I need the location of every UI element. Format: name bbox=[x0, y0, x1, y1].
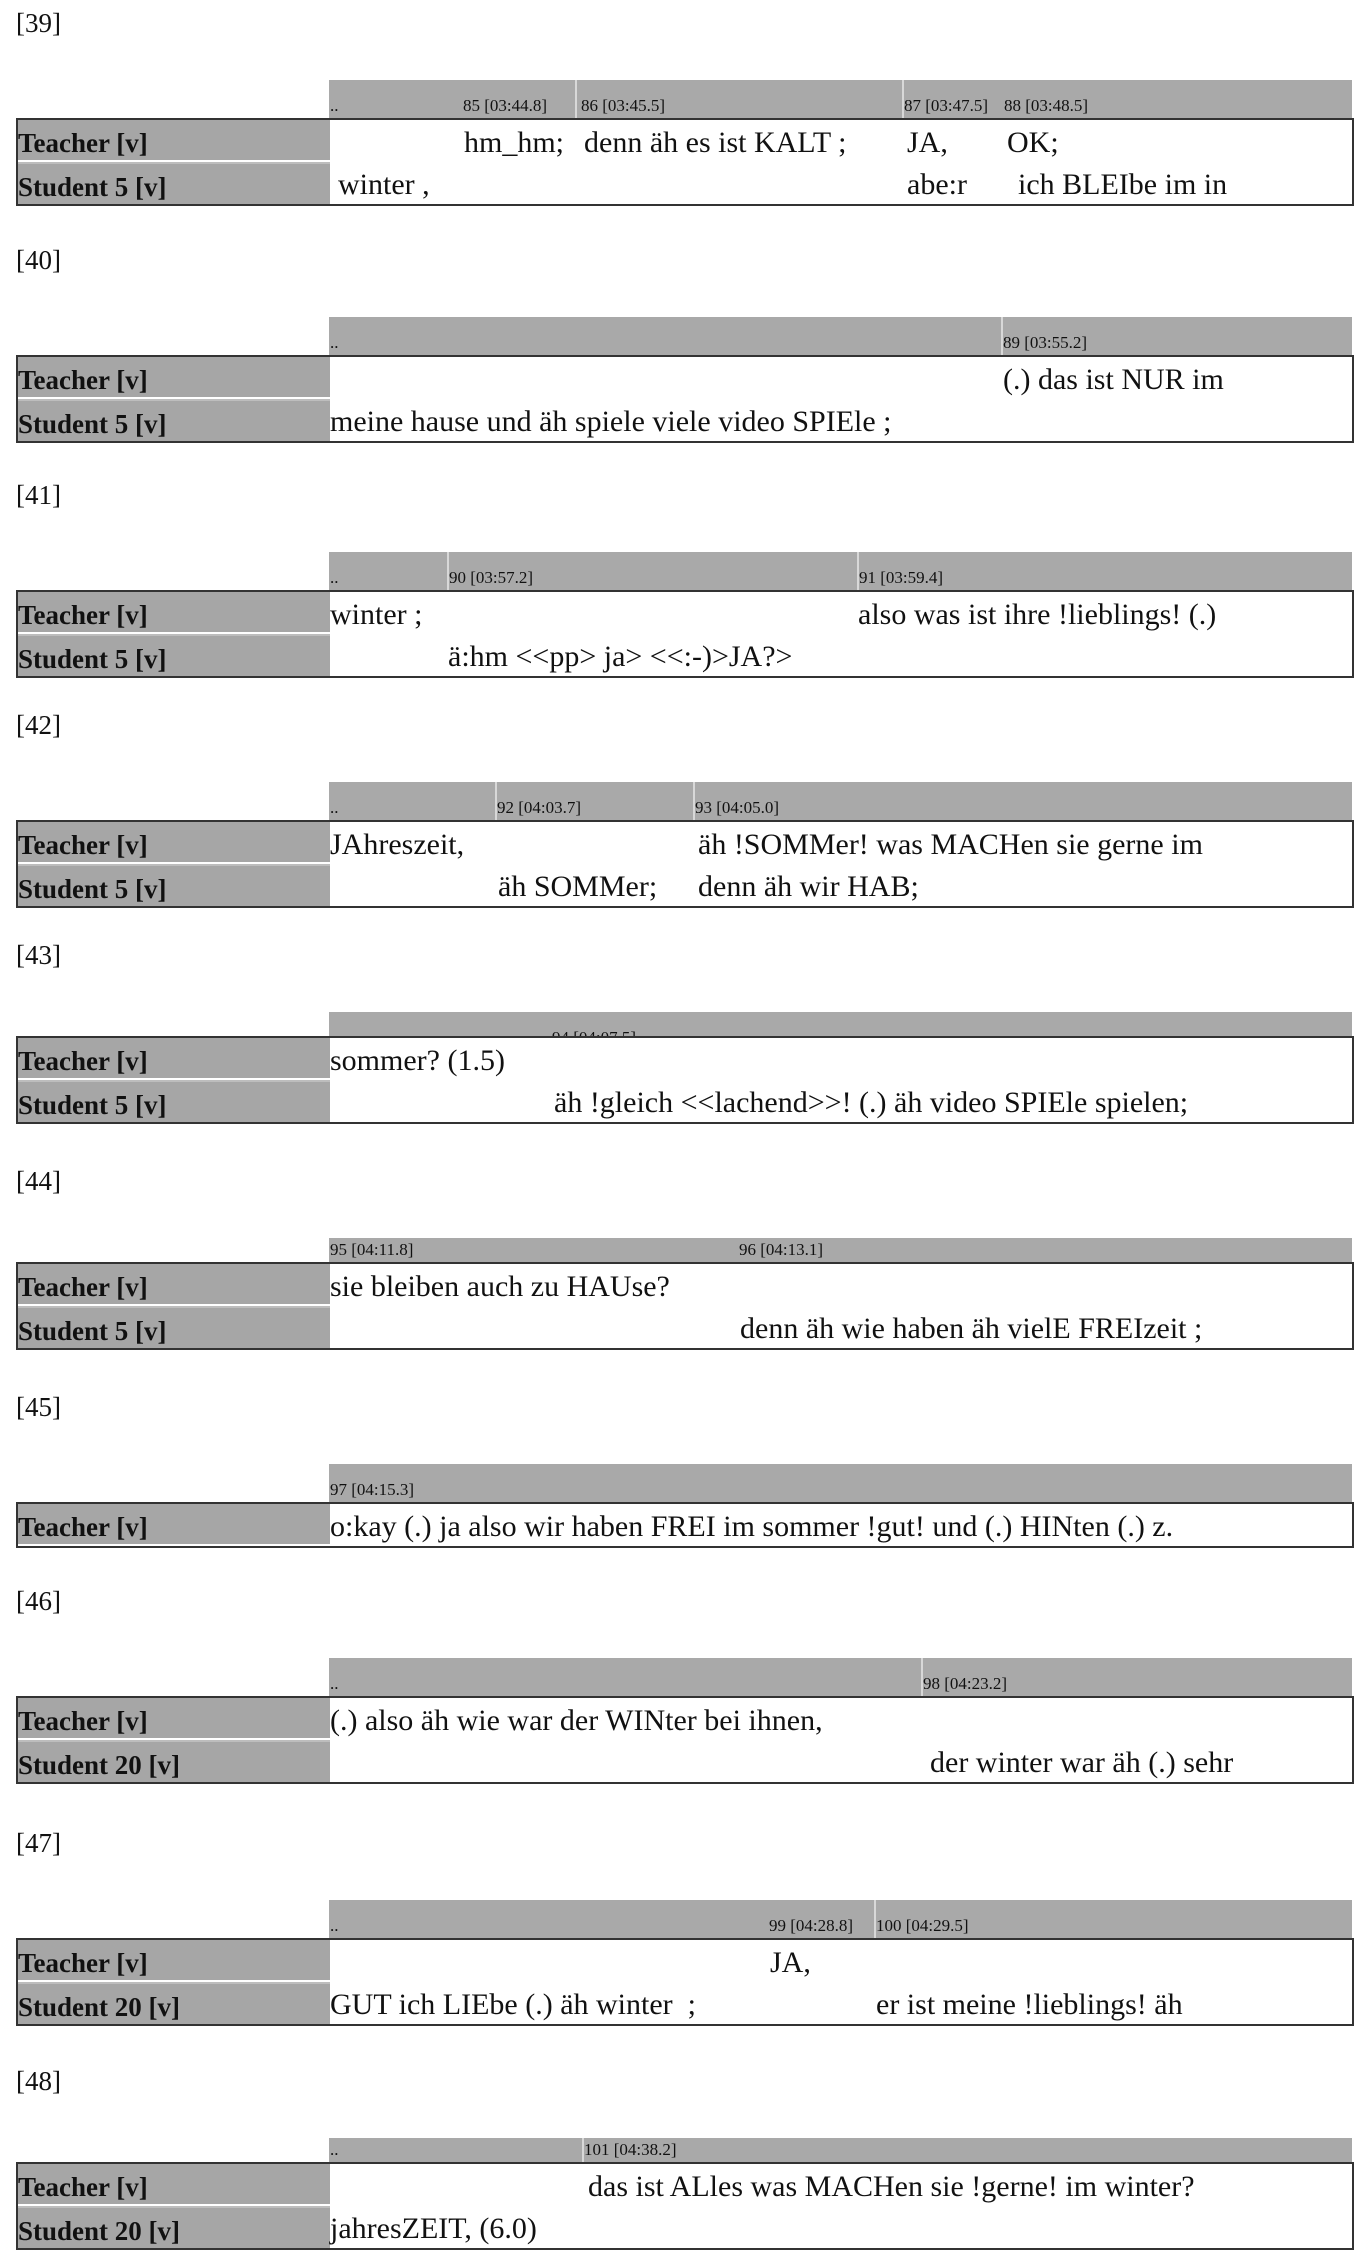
segment-number: [44] bbox=[16, 1166, 61, 1196]
speaker-label: Teacher [v] bbox=[18, 1264, 330, 1304]
timeline-tick: .. bbox=[330, 2140, 339, 2159]
timeline-header bbox=[329, 1658, 1352, 1696]
segment-number: [43] bbox=[16, 940, 61, 970]
tier-row bbox=[18, 1264, 1352, 1306]
timeline-header bbox=[329, 1238, 1352, 1262]
utterance: (.) also äh wie war der WINter bei ihnen, bbox=[330, 1704, 823, 1737]
timeline-tick: 86 [03:45.5] bbox=[581, 96, 666, 115]
timeline-tick: 91 [03:59.4] bbox=[859, 568, 944, 587]
speaker-label: Teacher [v] bbox=[18, 822, 330, 862]
timeline-tick: .. bbox=[330, 568, 339, 587]
segment-number: [47] bbox=[16, 1828, 61, 1858]
timeline-tick: 85 [03:44.8] bbox=[463, 96, 548, 115]
utterance: jahresZEIT, (6.0) bbox=[330, 2212, 537, 2245]
timeline-header bbox=[329, 80, 1352, 118]
timeline-header bbox=[329, 782, 1352, 820]
utterance: abe:r bbox=[907, 168, 967, 201]
utterance: ä:hm <<pp> ja> <<:-)>JA?> bbox=[448, 640, 793, 673]
speaker-label: Student 5 [v] bbox=[18, 1080, 330, 1122]
timeline-tick: .. bbox=[330, 333, 339, 352]
utterance: o:kay (.) ja also wir haben FREI im sommer !gut! und (.) HINten (.) z. bbox=[330, 1510, 1174, 1543]
speaker-label: Teacher [v] bbox=[18, 2164, 330, 2204]
timeline-tick: 90 [03:57.2] bbox=[449, 568, 534, 587]
speaker-label: Teacher [v] bbox=[18, 120, 330, 160]
speaker-label: Teacher [v] bbox=[18, 1698, 330, 1738]
utterance: JAhreszeit, bbox=[330, 828, 465, 861]
tier-row bbox=[18, 1982, 1352, 2024]
segment-number: [45] bbox=[16, 1392, 61, 1422]
utterance: äh !gleich <<lachend>>! (.) äh video SPIEle spielen; bbox=[554, 1086, 1189, 1119]
utterance: winter ; bbox=[330, 598, 423, 631]
transcript-box bbox=[16, 1262, 1354, 1350]
timeline-divider bbox=[575, 80, 577, 118]
speaker-label: Student 20 [v] bbox=[18, 1982, 330, 2024]
tier-row bbox=[18, 2206, 1352, 2248]
timeline-header bbox=[329, 2138, 1352, 2162]
transcript-box bbox=[16, 820, 1354, 908]
utterance: denn äh es ist KALT ; bbox=[584, 126, 847, 159]
transcript-box bbox=[16, 1502, 1354, 1548]
timeline-tick: 88 [03:48.5] bbox=[1004, 96, 1089, 115]
transcript-box bbox=[16, 1036, 1354, 1124]
timeline-tick: 98 [04:23.2] bbox=[923, 1674, 1008, 1693]
utterance: der winter war äh (.) sehr bbox=[930, 1746, 1234, 1779]
utterance: OK; bbox=[1007, 126, 1059, 159]
transcript-box bbox=[16, 118, 1354, 206]
utterance: denn äh wie haben äh vielE FREIzeit ; bbox=[740, 1312, 1203, 1345]
tier-row bbox=[18, 864, 1352, 906]
tier-row bbox=[18, 592, 1352, 634]
speaker-label: Student 5 [v] bbox=[18, 864, 330, 906]
timeline-tick: 92 [04:03.7] bbox=[497, 798, 582, 817]
timeline-tick: 93 [04:05.0] bbox=[695, 798, 780, 817]
tier-row bbox=[18, 1698, 1352, 1740]
transcript-box bbox=[16, 590, 1354, 678]
tier-row bbox=[18, 1306, 1352, 1348]
utterance: äh SOMMer; bbox=[498, 870, 658, 903]
timeline-tick: 89 [03:55.2] bbox=[1003, 333, 1088, 352]
utterance: das ist ALles was MACHen sie !gerne! im winter? bbox=[588, 2170, 1195, 2203]
utterance: JA, bbox=[770, 1946, 811, 1979]
utterance: also was ist ihre !lieblings! (.) bbox=[858, 598, 1217, 631]
tier-row bbox=[18, 162, 1352, 204]
tier-row bbox=[18, 1038, 1352, 1080]
segment-number: [48] bbox=[16, 2066, 61, 2096]
utterance: denn äh wir HAB; bbox=[698, 870, 919, 903]
utterance: hm_hm; bbox=[464, 126, 565, 159]
speaker-label: Student 5 [v] bbox=[18, 634, 330, 676]
utterance: meine hause und äh spiele viele video SPIEle ; bbox=[330, 405, 892, 438]
tier-row bbox=[18, 357, 1352, 399]
speaker-label: Teacher [v] bbox=[18, 1504, 330, 1544]
segment-number: [40] bbox=[16, 245, 61, 275]
timeline-tick: 96 [04:13.1] bbox=[739, 1240, 824, 1259]
segment-number: [46] bbox=[16, 1586, 61, 1616]
utterance: winter , bbox=[338, 168, 430, 201]
timeline-tick: .. bbox=[330, 798, 339, 817]
speaker-label: Teacher [v] bbox=[18, 1940, 330, 1980]
transcript-box bbox=[16, 1938, 1354, 2026]
timeline-tick: 100 [04:29.5] bbox=[876, 1916, 969, 1935]
utterance: GUT ich LIEbe (.) äh winter ; bbox=[330, 1988, 696, 2021]
timeline-header bbox=[329, 552, 1352, 590]
segment-number: [39] bbox=[16, 8, 61, 38]
tier-row bbox=[18, 1940, 1352, 1982]
utterance: sommer? (1.5) bbox=[330, 1044, 505, 1077]
segment-number: [41] bbox=[16, 480, 61, 510]
timeline-header bbox=[329, 317, 1352, 355]
utterance: er ist meine !lieblings! äh bbox=[876, 1988, 1183, 2021]
timeline-tick: .. bbox=[330, 1674, 339, 1693]
timeline-tick: .. bbox=[330, 1916, 339, 1935]
speaker-label: Teacher [v] bbox=[18, 357, 330, 397]
speaker-label: Teacher [v] bbox=[18, 592, 330, 632]
tier-row bbox=[18, 1740, 1352, 1782]
tier-row bbox=[18, 399, 1352, 441]
utterance: sie bleiben auch zu HAUse? bbox=[330, 1270, 670, 1303]
utterance: (.) das ist NUR im bbox=[1003, 363, 1224, 396]
segment-number: [42] bbox=[16, 710, 61, 740]
speaker-label: Teacher [v] bbox=[18, 1038, 330, 1078]
utterance: JA, bbox=[907, 126, 948, 159]
transcript-box bbox=[16, 1696, 1354, 1784]
timeline-tick: 99 [04:28.8] bbox=[769, 1916, 854, 1935]
timeline-header bbox=[329, 1464, 1352, 1502]
speaker-label: Student 5 [v] bbox=[18, 162, 330, 204]
transcript-box bbox=[16, 2162, 1354, 2250]
tier-row bbox=[18, 822, 1352, 864]
tier-row bbox=[18, 120, 1352, 162]
transcript-box bbox=[16, 355, 1354, 443]
tier-row bbox=[18, 1080, 1352, 1122]
timeline-tick: 97 [04:15.3] bbox=[330, 1480, 415, 1499]
utterance: äh !SOMMer! was MACHen sie gerne im bbox=[698, 828, 1203, 861]
timeline-tick: 101 [04:38.2] bbox=[584, 2140, 677, 2159]
timeline-tick: 87 [03:47.5] bbox=[904, 96, 989, 115]
speaker-label: Student 20 [v] bbox=[18, 2206, 330, 2248]
speaker-label: Student 5 [v] bbox=[18, 399, 330, 441]
tier-row bbox=[18, 634, 1352, 676]
utterance: ich BLEIbe im in bbox=[1018, 168, 1228, 201]
tier-row bbox=[18, 1504, 1352, 1546]
timeline-tick: 95 [04:11.8] bbox=[330, 1240, 414, 1259]
tier-row bbox=[18, 2164, 1352, 2206]
speaker-label: Student 20 [v] bbox=[18, 1740, 330, 1782]
timeline-tick: .. bbox=[330, 96, 339, 115]
timeline-header bbox=[329, 1900, 1352, 1938]
speaker-label: Student 5 [v] bbox=[18, 1306, 330, 1348]
